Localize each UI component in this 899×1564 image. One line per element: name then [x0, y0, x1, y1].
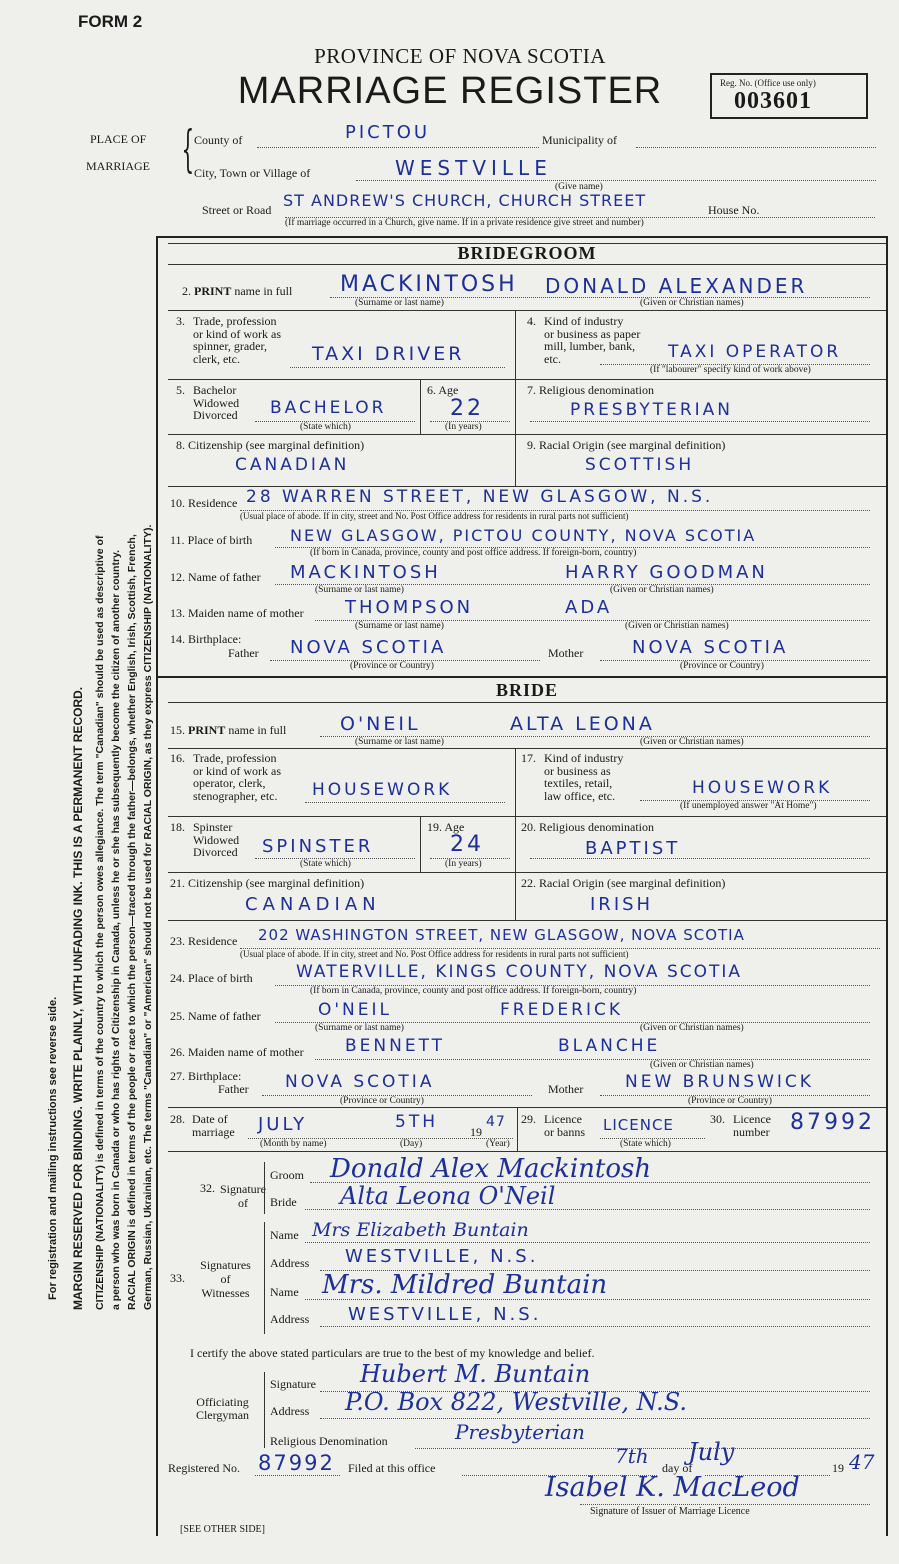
bride-father-birthplace: NOVA SCOTIA	[285, 1072, 435, 1092]
f11-label: Place of birth	[187, 533, 253, 547]
f32-label-1: Signature	[220, 1182, 266, 1196]
bride-mother-birthplace: NEW BRUNSWICK	[625, 1072, 814, 1092]
licence-type-caption: (State which)	[620, 1139, 671, 1149]
groom-surname-caption: (Surname or last name)	[355, 298, 444, 308]
f14-label: Birthplace:	[188, 632, 242, 646]
f10-label: Residence	[188, 496, 238, 510]
f13-number: 13.	[170, 606, 185, 620]
f27-number: 27.	[170, 1069, 185, 1083]
bride-age: 24	[450, 832, 484, 857]
filed-label: Filed at this office	[348, 1461, 436, 1475]
margin-line-1: For registration and mailing instructions see reverse side.	[47, 996, 59, 1300]
f20-number: 20.	[521, 820, 536, 834]
f4-label-4: etc.	[544, 351, 561, 366]
county-value: PICTOU	[345, 122, 431, 143]
f8-number: 8.	[176, 438, 185, 452]
filed-year-prefix: 19	[832, 1461, 844, 1475]
witness1-address: WESTVILLE, N.S.	[345, 1246, 539, 1267]
bride-trade: HOUSEWORK	[312, 780, 453, 800]
bride-residence: 202 WASHINGTON STREET, NEW GLASGOW, NOVA SCOTIA	[258, 926, 745, 944]
f10-note: (Usual place of abode. If in city, street and No. Post Office address for residents in rural parts not sufficient)	[240, 511, 629, 521]
place-label-1: PLACE OF	[90, 132, 147, 146]
margin-line-6: German, Russian, Ukrainian, etc. The terms "Canadian" or "American" should not be used for RACIAL ORIGIN, as they express CITIZENSHIP (NATIONALITY).	[142, 524, 154, 1310]
f23-label: Residence	[188, 934, 238, 948]
clergy-signature: Hubert M. Buntain	[360, 1360, 591, 1388]
reg-number: 003601	[734, 88, 812, 114]
see-other-side: [SEE OTHER SIDE]	[180, 1524, 265, 1535]
f4-label-3: mill, lumber, bank,	[544, 339, 636, 353]
bride-father-surname: O'NEIL	[318, 1000, 392, 1020]
f25-given-caption: (Given or Christian names)	[640, 1023, 744, 1033]
frame-right	[886, 236, 888, 1536]
f26-given-caption: (Given or Christian names)	[650, 1060, 754, 1070]
margin-line-2: MARGIN RESERVED FOR BINDING. WRITE PLAINLY, WITH UNFADING INK. THIS IS A PERMANENT RECORD.	[71, 686, 85, 1310]
groom-status: BACHELOR	[270, 398, 387, 418]
f18-label-2: Widowed	[193, 832, 240, 847]
f13-given-caption: (Given or Christian names)	[625, 621, 729, 631]
f29-number: 29.	[521, 1112, 536, 1126]
f13-surname-caption: (Surname or last name)	[355, 621, 444, 631]
bride-citizenship: CANADIAN	[245, 894, 381, 915]
city-label: City, Town or Village of	[194, 166, 311, 180]
f5-label-3: Divorced	[193, 408, 238, 422]
f6-label: Age	[438, 383, 459, 397]
margin-line-5: RACIAL ORIGIN is defined in terms of the people or race to which the person—traced through the father—belongs, whether English, Irish, Scottish, French,	[126, 534, 138, 1310]
form-number: FORM 2	[78, 12, 143, 31]
province-heading: PROVINCE OF NOVA SCOTIA	[314, 44, 606, 68]
groom-religion: PRESBYTERIAN	[570, 400, 734, 420]
city-value: WESTVILLE	[395, 156, 552, 180]
licence-type: LICENCE	[603, 1116, 674, 1134]
give-name-caption: (Give name)	[555, 182, 603, 192]
w2-name-label: Name	[270, 1285, 299, 1299]
clergy-religion-label: Religious Denomination	[270, 1434, 388, 1448]
month-caption: (Month by name)	[260, 1139, 327, 1149]
place-label-2: MARRIAGE	[86, 159, 151, 173]
w1-address-label: Address	[270, 1256, 310, 1270]
f2-number: 2.	[182, 284, 191, 298]
groom-racial-origin: SCOTTISH	[585, 455, 695, 475]
f24-label: Place of birth	[188, 971, 253, 985]
f4-note: (If "labourer" specify kind of work above)	[650, 365, 811, 375]
f15-surname-caption: (Surname or last name)	[355, 737, 444, 747]
f17-label-4: law office, etc.	[544, 788, 616, 803]
f13-label: Maiden name of mother	[188, 606, 304, 620]
bride-birthplace: WATERVILLE, KINGS COUNTY, NOVA SCOTIA	[296, 962, 743, 982]
issuer-signature-label: Signature of Issuer of Marriage Licence	[590, 1506, 750, 1517]
street-value: ST ANDREW'S CHURCH, CHURCH STREET	[283, 191, 647, 210]
f3-label-2: or kind of work as	[193, 326, 281, 341]
marriage-month: JULY	[258, 1114, 308, 1135]
f27-father-caption: (Province or Country)	[340, 1096, 424, 1106]
f25-label: Name of father	[188, 1009, 261, 1023]
f12-number: 12.	[170, 570, 185, 584]
f19-label: Age	[444, 820, 465, 834]
groom-given-caption: (Given or Christian names)	[640, 298, 744, 308]
house-no-label: House No.	[708, 203, 760, 217]
groom-citizenship: CANADIAN	[235, 455, 350, 475]
f21-label: Citizenship (see marginal definition)	[188, 876, 365, 890]
groom-status-caption: (State which)	[300, 422, 351, 432]
f28-label-1: Date of	[192, 1112, 228, 1126]
f16-number: 16.	[170, 751, 185, 765]
f14-mother-label: Mother	[548, 646, 584, 660]
f15-label: name in full	[228, 723, 287, 737]
clergy-label-2: Clergyman	[195, 1408, 250, 1422]
marriage-year-prefix: 19	[470, 1125, 482, 1139]
f4-number: 4.	[527, 314, 536, 328]
witness2-name: Mrs. Mildred Buntain	[322, 1270, 608, 1300]
bride-heading: BRIDE	[495, 680, 558, 700]
marriage-day: 5TH	[395, 1112, 438, 1132]
f23-note: (Usual place of abode. If in city, street and No. Post Office address for residents in rural parts not sufficient)	[240, 949, 629, 959]
municipality-label: Municipality of	[542, 133, 617, 147]
f18-number: 18.	[170, 820, 185, 834]
f30-number: 30.	[710, 1112, 725, 1126]
f30-label-2: number	[733, 1125, 770, 1139]
f27-father-label: Father	[218, 1082, 249, 1096]
bride-given-names: ALTA LEONA	[510, 713, 655, 735]
witness2-address: WESTVILLE, N.S.	[348, 1304, 542, 1325]
f20-label: Religious denomination	[539, 820, 654, 834]
f9-label: Racial Origin (see marginal definition)	[539, 438, 726, 452]
groom-mother-given: ADA	[565, 597, 613, 618]
filed-year: 47	[849, 1450, 875, 1474]
bride-surname: O'NEIL	[340, 713, 421, 735]
groom-signature: Donald Alex Mackintosh	[330, 1154, 652, 1184]
f16-label-4: stenographer, etc.	[193, 788, 278, 803]
f21-number: 21.	[170, 876, 185, 890]
bride-religion: BAPTIST	[585, 838, 681, 859]
f17-number: 17.	[521, 751, 536, 765]
f4-label-2: or business as paper	[544, 326, 641, 341]
registered-no-label: Registered No.	[168, 1461, 240, 1475]
f29-label-2: or banns	[544, 1125, 585, 1139]
f25-number: 25.	[170, 1009, 185, 1023]
f2-print: PRINT	[194, 284, 232, 298]
f7-number: 7.	[527, 383, 536, 397]
f33-label-2: of	[220, 1272, 231, 1286]
f22-number: 22.	[521, 876, 536, 890]
f10-number: 10.	[170, 496, 185, 510]
w1-name-label: Name	[270, 1228, 299, 1242]
f30-label-1: Licence	[733, 1112, 771, 1126]
bride-age-caption: (In years)	[445, 859, 482, 869]
f3-label-3: spinner, grader,	[193, 339, 268, 353]
f22-label: Racial Origin (see marginal definition)	[539, 876, 726, 890]
clergy-religion: Presbyterian	[455, 1420, 585, 1444]
clergy-label-1: Officiating	[196, 1395, 249, 1409]
w2-address-label: Address	[270, 1312, 310, 1326]
groom-mother-surname: THOMPSON	[345, 597, 474, 618]
f14-number: 14.	[170, 632, 185, 646]
bride-status: SPINSTER	[262, 836, 374, 857]
f6-number: 6.	[427, 383, 436, 397]
bride-racial-origin: IRISH	[590, 894, 654, 915]
binding-margin-notes	[42, 230, 156, 1310]
f24-note: (If born in Canada, province, county and post office address. If foreign-born, country)	[310, 986, 637, 996]
f11-number: 11.	[170, 533, 185, 547]
street-label: Street or Road	[202, 203, 272, 217]
groom-sig-label: Groom	[270, 1168, 304, 1182]
f3-label-1: Trade, profession	[193, 314, 277, 328]
f17-note: (If unemployed answer "At Home")	[680, 801, 817, 811]
f17-label-2: or business as	[544, 763, 611, 778]
licence-number: 87992	[790, 1110, 875, 1135]
clergy-address-label: Address	[270, 1404, 310, 1418]
day-caption: (Day)	[400, 1139, 423, 1149]
f28-number: 28.	[170, 1112, 185, 1126]
f33-number: 33.	[170, 1271, 185, 1285]
groom-father-surname: MACKINTOSH	[290, 562, 441, 583]
f14-mother-caption: (Province or Country)	[680, 661, 764, 671]
f14-father-caption: (Province or Country)	[350, 661, 434, 671]
frame-left	[156, 236, 158, 1536]
f3-label-4: clerk, etc.	[193, 351, 240, 366]
f3-number: 3.	[176, 314, 185, 328]
registered-number: 87992	[258, 1451, 335, 1475]
f16-label-2: or kind of work as	[193, 763, 281, 778]
reg-number-box	[710, 73, 868, 119]
f5-label-1: Bachelor	[193, 383, 237, 397]
f12-surname-caption: (Surname or last name)	[315, 585, 404, 595]
f8-label: Citizenship (see marginal definition)	[188, 438, 365, 452]
f5-label-2: Widowed	[193, 395, 240, 410]
f32-label-2: of	[238, 1196, 248, 1210]
bride-status-caption: (State which)	[300, 859, 351, 869]
f28-label-2: marriage	[192, 1125, 235, 1139]
f17-label-3: textiles, retail,	[544, 776, 613, 790]
f15-given-caption: (Given or Christian names)	[640, 737, 744, 747]
f11-note: (If born in Canada, province, county and post office address. If foreign-born, country)	[310, 548, 637, 558]
f15-number: 15.	[170, 723, 185, 737]
bride-father-given: FREDERICK	[500, 1000, 624, 1020]
place-brace: {	[181, 120, 195, 178]
groom-mother-birthplace: NOVA SCOTIA	[632, 637, 789, 658]
f27-mother-caption: (Province or Country)	[688, 1096, 772, 1106]
f32-number: 32.	[200, 1181, 215, 1195]
groom-age: 22	[450, 396, 484, 421]
margin-line-3: CITIZENSHIP (NATIONALITY) is defined in terms of the country to which the person owes allegiance. The term "Canadian" should be used as descriptive of	[94, 535, 106, 1310]
f25-surname-caption: (Surname or last name)	[315, 1023, 404, 1033]
groom-residence: 28 WARREN STREET, NEW GLASGOW, N.S.	[246, 487, 714, 507]
f26-number: 26.	[170, 1045, 185, 1059]
groom-father-given: HARRY GOODMAN	[565, 562, 768, 583]
groom-surname: MACKINTOSH	[340, 272, 518, 297]
f24-number: 24.	[170, 971, 185, 985]
f7-label: Religious denomination	[539, 383, 654, 397]
year-caption: (Year)	[486, 1139, 510, 1149]
bride-signature: Alta Leona O'Neil	[340, 1182, 556, 1210]
bride-industry: HOUSEWORK	[692, 778, 833, 798]
f16-label-1: Trade, profession	[193, 751, 277, 765]
f4-label-1: Kind of industry	[544, 314, 624, 328]
clergy-address: P.O. Box 822, Westville, N.S.	[345, 1388, 687, 1416]
street-note: (If marriage occurred in a Church, give name. If in a private residence give street and number)	[285, 218, 644, 228]
f26-label: Maiden name of mother	[188, 1045, 304, 1059]
f27-label: Birthplace:	[188, 1069, 242, 1083]
groom-trade: TAXI DRIVER	[312, 343, 465, 365]
filed-month: July	[688, 1438, 735, 1466]
f14-father-label: Father	[228, 646, 259, 660]
day-of-label: day of	[662, 1461, 693, 1475]
f19-number: 19.	[427, 820, 442, 834]
f15-print: PRINT	[188, 723, 226, 737]
f2-label: name in full	[234, 284, 293, 298]
f29-label-1: Licence	[544, 1112, 582, 1126]
f17-label-1: Kind of industry	[544, 751, 624, 765]
f5-number: 5.	[176, 383, 185, 397]
f9-number: 9.	[527, 438, 536, 452]
bride-mother-surname: BENNETT	[345, 1036, 446, 1056]
bride-mother-given: BLANCHE	[558, 1036, 661, 1056]
f27-mother-label: Mother	[548, 1082, 584, 1096]
marriage-year: 47	[486, 1114, 506, 1130]
clergy-signature-label: Signature	[270, 1377, 316, 1391]
f16-label-3: operator, clerk,	[193, 776, 266, 790]
f33-label-3: Witnesses	[201, 1286, 250, 1300]
f23-number: 23.	[170, 934, 185, 948]
groom-given-names: DONALD ALEXANDER	[545, 274, 808, 298]
groom-industry: TAXI OPERATOR	[668, 342, 842, 362]
county-label: County of	[194, 133, 243, 147]
page-title: MARRIAGE REGISTER	[237, 70, 663, 112]
filed-day: 7th	[615, 1444, 649, 1468]
groom-birthplace: NEW GLASGOW, PICTOU COUNTY, NOVA SCOTIA	[290, 526, 757, 545]
f12-label: Name of father	[188, 570, 261, 584]
f18-label-3: Divorced	[193, 845, 238, 859]
f12-given-caption: (Given or Christian names)	[610, 585, 714, 595]
witness1-name: Mrs Elizabeth Buntain	[312, 1219, 529, 1241]
margin-line-4: a person who was born in Canada or who has rights of Citizenship in Canada, unless he or she has subsequently become the citizen of another country.	[110, 549, 122, 1310]
f18-label-1: Spinster	[193, 820, 233, 834]
bridegroom-heading: BRIDEGROOM	[457, 243, 597, 263]
issuer-signature: Isabel K. MacLeod	[545, 1472, 800, 1503]
groom-age-caption: (In years)	[445, 422, 482, 432]
f33-label-1: Signatures	[200, 1258, 251, 1272]
reg-number-label: Reg. No. (Office use only)	[720, 78, 816, 88]
certification-statement: I certify the above stated particulars are true to the best of my knowledge and belief.	[190, 1346, 595, 1360]
groom-father-birthplace: NOVA SCOTIA	[290, 637, 447, 658]
bride-sig-label: Bride	[270, 1195, 297, 1209]
